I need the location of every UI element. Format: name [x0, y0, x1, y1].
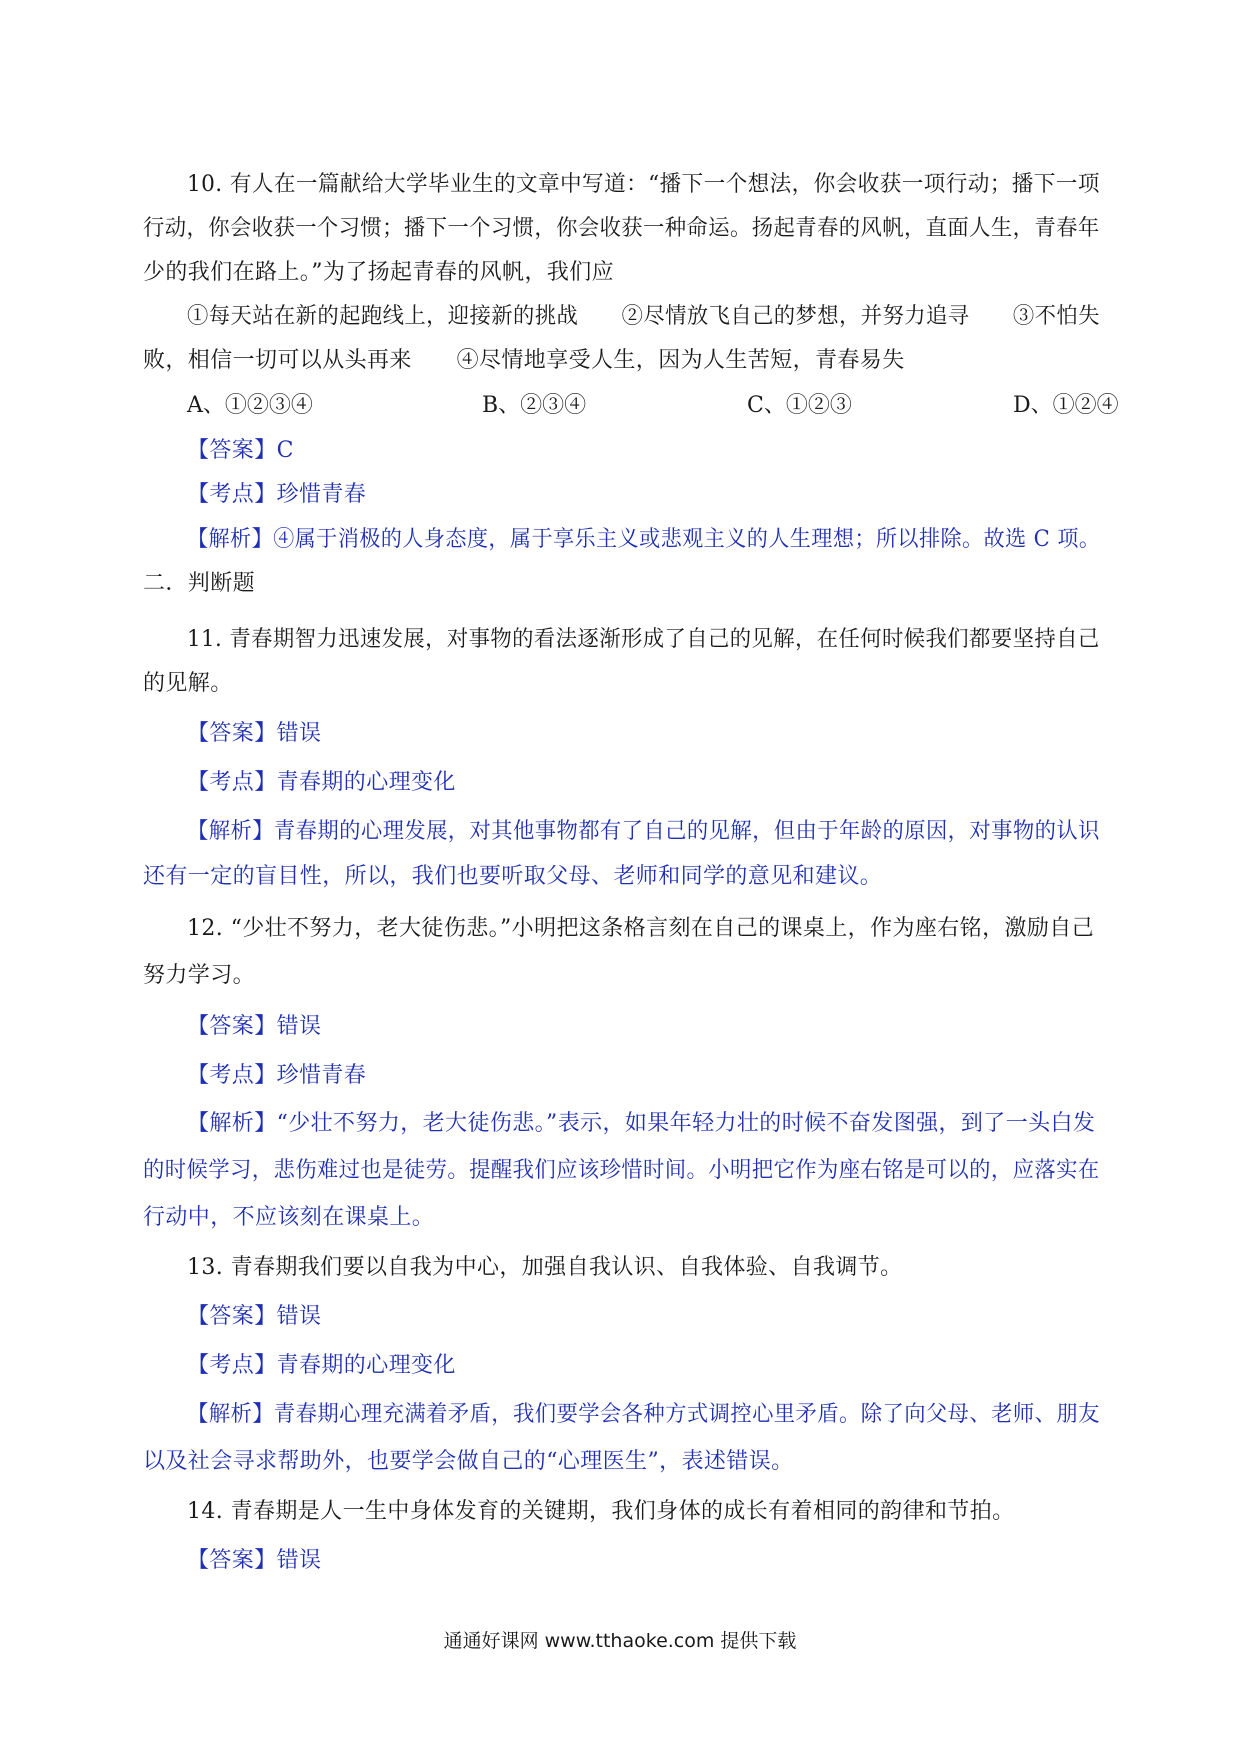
q12-stem-line-2: 努力学习。 [143, 963, 256, 988]
q13-answer: 【答案】错误 [187, 1304, 322, 1329]
q10-option-b: B、②③④ [482, 393, 587, 418]
q11-knowledge-point: 【考点】青春期的心理变化 [187, 770, 456, 795]
q14-stem: 14. 青春期是人一生中身体发育的关键期，我们身体的成长有着相同的韵律和节拍。 [187, 1499, 1015, 1524]
q12-analysis-line-1: 【解析】“少壮不努力，老大徒伤悲。”表示，如果年轻力壮的时候不奋发图强，到了一头白发 [187, 1111, 1096, 1136]
q10-option-d: D、①②④ [1013, 393, 1119, 418]
q13-stem: 13. 青春期我们要以自我为中心，加强自我认识、自我体验、自我调节。 [187, 1255, 903, 1280]
q10-statements-line-2: 败，相信一切可以从头再来 ④尽情地享受人生，因为人生苦短，青春易失 [143, 348, 905, 373]
q10-stem-line-1: 10. 有人在一篇献给大学毕业生的文章中写道：“播下一个想法，你会收获一项行动；播下一项 [187, 172, 1100, 197]
q10-stem-line-2: 行动，你会收获一个习惯；播下一个习惯，你会收获一种命运。扬起青春的风帆，直面人生，青春年 [143, 216, 1100, 241]
q10-stem-line-3: 少的我们在路上。”为了扬起青春的风帆，我们应 [143, 260, 615, 285]
q14-answer: 【答案】错误 [187, 1548, 322, 1573]
q11-stem-line-1: 11. 青春期智力迅速发展，对事物的看法逐渐形成了自己的见解，在任何时候我们都要坚持自己 [187, 627, 1100, 652]
section-title: 二．判断题 [143, 571, 256, 596]
q13-analysis-line-2: 以及社会寻求帮助外，也要学会做自己的“心理医生”，表述错误。 [143, 1449, 794, 1474]
q10-statements-line-1: ①每天站在新的起跑线上，迎接新的挑战 ②尽情放飞自己的梦想，并努力追寻 ③不怕失 [187, 304, 1100, 329]
q10-option-c: C、①②③ [747, 393, 852, 418]
q13-knowledge-point: 【考点】青春期的心理变化 [187, 1353, 456, 1378]
q12-stem-line-1: 12. “少壮不努力，老大徒伤悲。”小明把这条格言刻在自己的课桌上，作为座右铭，激励自己 [187, 916, 1095, 941]
q11-analysis-line-2: 还有一定的盲目性，所以，我们也要听取父母、老师和同学的意见和建议。 [143, 864, 883, 889]
q10-option-a: A、①②③④ [187, 393, 313, 418]
q13-analysis-line-1: 【解析】青春期心理充满着矛盾，我们要学会各种方式调控心里矛盾。除了向父母、老师、朋友 [187, 1402, 1100, 1427]
q10-answer: 【答案】C [187, 438, 294, 463]
q12-analysis-line-2: 的时候学习，悲伤难过也是徒劳。提醒我们应该珍惜时间。小明把它作为座右铭是可以的，应落实在 [143, 1158, 1100, 1183]
q11-stem-line-2: 的见解。 [143, 671, 233, 696]
q11-answer: 【答案】错误 [187, 721, 322, 746]
q12-analysis-line-3: 行动中，不应该刻在课桌上。 [143, 1205, 435, 1230]
q11-analysis-line-1: 【解析】青春期的心理发展，对其他事物都有了自己的见解，但由于年龄的原因，对事物的认识 [187, 819, 1100, 844]
page-footer: 通通好课网 www.tthaoke.com 提供下载 [443, 1630, 797, 1652]
q12-knowledge-point: 【考点】珍惜青春 [187, 1063, 367, 1088]
q12-answer: 【答案】错误 [187, 1014, 322, 1039]
q10-analysis: 【解析】④属于消极的人身态度，属于享乐主义或悲观主义的人生理想；所以排除。故选 C 项。 [187, 527, 1101, 552]
q10-knowledge-point: 【考点】珍惜青春 [187, 482, 367, 507]
